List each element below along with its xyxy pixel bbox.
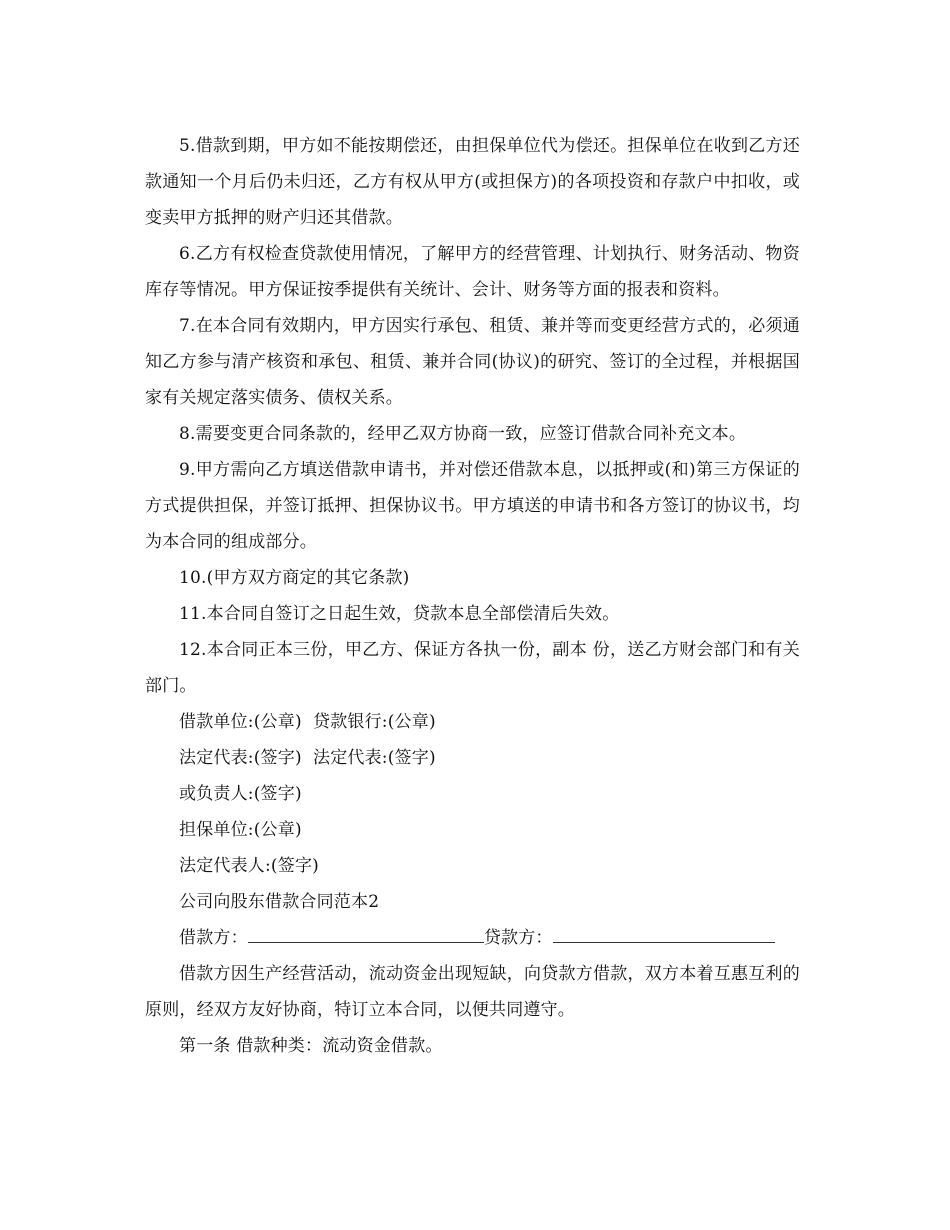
signature-line-legal-reps: 法定代表:(签字) 法定代表:(签字) <box>179 748 436 768</box>
lender-blank <box>553 920 775 943</box>
article-1: 第一条 借款种类：流动资金借款。 <box>179 1036 443 1056</box>
document-page <box>145 128 800 1064</box>
borrower-blank <box>248 920 484 943</box>
lender-label: 贷款方： <box>483 928 553 948</box>
signature-line-guarantor: 担保单位:(公章) <box>179 820 302 840</box>
clause-12: 12.本合同正本三份，甲乙方、保证方各执一份，副本 份，送乙方财会部门和有关部门。 <box>145 640 800 696</box>
borrower-label: 借款方： <box>179 928 248 948</box>
section-title-template-2: 公司向股东借款合同范本2 <box>179 892 380 912</box>
clause-5: 5.借款到期，甲方如不能按期偿还，由担保单位代为偿还。担保单位在收到乙方还款通知一个月后仍未归还，乙方有权从甲方(或担保方)的各项投资和存款户中扣收，或变卖甲方抵押的财产归还其借款。 <box>145 136 800 228</box>
clause-9: 9.甲方需向乙方填送借款申请书，并对偿还借款本息，以抵押或(和)第三方保证的方式提供担保，并签订抵押、担保协议书。甲方填送的申请书和各方签订的协议书，均为本合同的组成部分。 <box>145 460 800 552</box>
clause-11: 11.本合同自签订之日起生效，贷款本息全部偿清后失效。 <box>179 604 620 624</box>
signature-line-borrower-bank: 借款单位:(公章) 贷款银行:(公章) <box>179 712 436 732</box>
clause-10: 10.(甲方双方商定的其它条款) <box>179 568 410 588</box>
parties-line <box>145 920 800 956</box>
intro-paragraph: 借款方因生产经营活动，流动资金出现短缺，向贷款方借款，双方本着互惠互利的原则，经双方友好协商，特订立本合同，以便共同遵守。 <box>145 964 800 1020</box>
signature-line-legal-rep-person: 法定代表人:(签字) <box>179 856 319 876</box>
clause-6: 6.乙方有权检查贷款使用情况，了解甲方的经营管理、计划执行、财务活动、物资库存等情况。甲方保证按季提供有关统计、会计、财务等方面的报表和资料。 <box>145 244 800 300</box>
signature-line-responsible-person: 或负责人:(签字) <box>179 784 302 804</box>
clause-8: 8.需要变更合同条款的，经甲乙双方协商一致，应签订借款合同补充文本。 <box>179 424 747 444</box>
clause-7: 7.在本合同有效期内，甲方因实行承包、租赁、兼并等而变更经营方式的，必须通知乙方参与清产核资和承包、租赁、兼并合同(协议)的研究、签订的全过程，并根据国家有关规定落实债务、债权关系。 <box>145 316 800 408</box>
